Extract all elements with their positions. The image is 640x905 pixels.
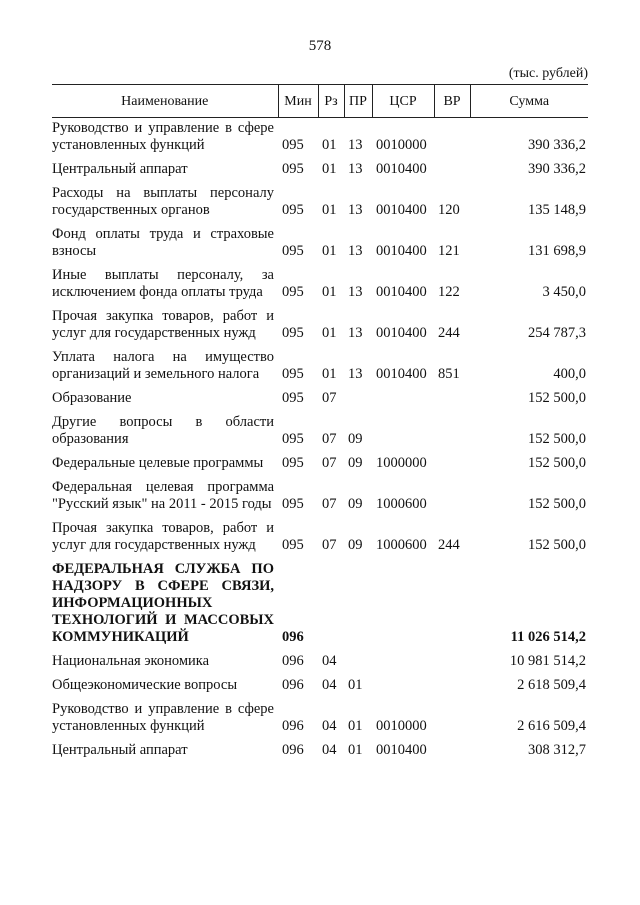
cell-vr: 120 — [438, 202, 460, 218]
cell-pr: 13 — [348, 325, 363, 341]
cell-pr: 13 — [348, 366, 363, 382]
table-row — [52, 224, 588, 265]
cell-sum: 2 616 509,4 — [517, 718, 586, 734]
table-row — [52, 651, 588, 675]
cell-rz: 04 — [322, 677, 337, 693]
cell-min: 095 — [282, 137, 304, 153]
cell-pr: 01 — [348, 742, 363, 758]
cell-min: 095 — [282, 161, 304, 177]
cell-min: 095 — [282, 243, 304, 259]
table-row — [52, 412, 588, 453]
cell-rz: 04 — [322, 653, 337, 669]
cell-csr: 0010400 — [376, 243, 427, 259]
cell-name: Прочая закупка товаров, работ и услуг для государственных нужд — [52, 520, 274, 553]
cell-name: Федеральные целевые программы — [52, 455, 264, 471]
cell-vr — [434, 412, 470, 453]
header-csr: ЦСР — [372, 85, 434, 118]
cell-rz: 07 — [322, 455, 337, 471]
header-sum: Сумма — [470, 85, 588, 118]
cell-name: Центральный аппарат — [52, 161, 188, 177]
cell-sum: 152 500,0 — [528, 390, 586, 406]
header-min: Мин — [278, 85, 318, 118]
cell-sum: 10 981 514,2 — [509, 653, 586, 669]
cell-min: 095 — [282, 431, 304, 447]
table-row — [52, 453, 588, 477]
cell-min: 095 — [282, 455, 304, 471]
cell-rz: 07 — [322, 431, 337, 447]
cell-sum: 152 500,0 — [528, 496, 586, 512]
budget-table — [52, 84, 588, 764]
cell-csr — [372, 651, 434, 675]
cell-rz — [318, 559, 344, 651]
header-vr: ВР — [434, 85, 470, 118]
table-row — [52, 740, 588, 764]
cell-sum: 254 787,3 — [528, 325, 586, 341]
cell-sum: 400,0 — [553, 366, 586, 382]
cell-vr — [434, 388, 470, 412]
cell-rz: 01 — [322, 202, 337, 218]
table-row — [52, 159, 588, 183]
cell-sum: 308 312,7 — [528, 742, 586, 758]
cell-pr: 09 — [348, 431, 363, 447]
cell-pr: 09 — [348, 496, 363, 512]
table-row — [52, 118, 588, 160]
cell-sum: 131 698,9 — [528, 243, 586, 259]
cell-rz: 04 — [322, 742, 337, 758]
cell-pr: 01 — [348, 718, 363, 734]
cell-pr — [344, 559, 372, 651]
cell-name: Прочая закупка товаров, работ и услуг для государственных нужд — [52, 308, 274, 341]
cell-name: Национальная экономика — [52, 653, 210, 669]
cell-csr: 1000600 — [376, 537, 427, 553]
cell-pr: 09 — [348, 455, 363, 471]
cell-pr: 09 — [348, 537, 363, 553]
cell-csr: 0010400 — [376, 742, 427, 758]
cell-min: 095 — [282, 284, 304, 300]
cell-name: Расходы на выплаты персоналу государственных органов — [52, 185, 274, 218]
cell-rz: 01 — [322, 243, 337, 259]
cell-min: 095 — [282, 366, 304, 382]
cell-rz: 01 — [322, 137, 337, 153]
cell-name: Фонд оплаты труда и страховые взносы — [52, 226, 274, 259]
cell-pr: 01 — [348, 677, 363, 693]
cell-csr — [372, 388, 434, 412]
cell-name: ФЕДЕРАЛЬНАЯ СЛУЖБА ПО НАДЗОРУ В СФЕРЕ СВЯЗИ, ИНФОРМАЦИОННЫХ ТЕХНОЛОГИЙ И МАССОВЫХ КОММУНИКАЦИЙ — [52, 561, 274, 645]
cell-sum: 152 500,0 — [528, 455, 586, 471]
cell-sum: 2 618 509,4 — [517, 677, 586, 693]
cell-csr: 1000600 — [376, 496, 427, 512]
cell-vr — [434, 118, 470, 160]
table-row — [52, 675, 588, 699]
cell-csr: 0010000 — [376, 718, 427, 734]
table-row — [52, 559, 588, 651]
cell-vr — [434, 651, 470, 675]
cell-pr: 13 — [348, 243, 363, 259]
cell-vr — [434, 453, 470, 477]
cell-min: 095 — [282, 390, 304, 406]
header-rz: Рз — [318, 85, 344, 118]
cell-pr: 13 — [348, 284, 363, 300]
table-row — [52, 265, 588, 306]
table-row — [52, 347, 588, 388]
cell-min: 096 — [282, 742, 304, 758]
cell-name: Руководство и управление в сфере установленных функций — [52, 701, 274, 734]
cell-name: Руководство и управление в сфере установленных функций — [52, 120, 274, 153]
cell-min: 095 — [282, 202, 304, 218]
cell-csr: 0010000 — [376, 137, 427, 153]
header-name: Наименование — [52, 85, 278, 118]
cell-csr — [372, 675, 434, 699]
cell-vr: 121 — [438, 243, 460, 259]
cell-rz: 01 — [322, 366, 337, 382]
cell-rz: 04 — [322, 718, 337, 734]
cell-csr: 0010400 — [376, 325, 427, 341]
table-row — [52, 518, 588, 559]
cell-name: Иные выплаты персоналу, за исключением фонда оплаты труда — [52, 267, 274, 300]
cell-rz: 01 — [322, 161, 337, 177]
cell-csr: 0010400 — [376, 161, 427, 177]
cell-min: 096 — [282, 677, 304, 693]
cell-name: Уплата налога на имущество организаций и земельного налога — [52, 349, 274, 382]
cell-sum: 390 336,2 — [528, 137, 586, 153]
cell-csr: 0010400 — [376, 202, 427, 218]
cell-vr — [434, 740, 470, 764]
table-row — [52, 306, 588, 347]
cell-vr — [434, 477, 470, 518]
cell-pr: 13 — [348, 161, 363, 177]
cell-min: 095 — [282, 537, 304, 553]
cell-rz: 07 — [322, 496, 337, 512]
cell-sum: 3 450,0 — [542, 284, 586, 300]
cell-name: Федеральная целевая программа "Русский язык" на 2011 - 2015 годы — [52, 479, 274, 512]
cell-sum: 152 500,0 — [528, 431, 586, 447]
cell-csr — [372, 559, 434, 651]
cell-min: 096 — [282, 718, 304, 734]
header-pr: ПР — [344, 85, 372, 118]
cell-vr — [434, 159, 470, 183]
cell-name: Общеэкономические вопросы — [52, 677, 238, 693]
table-row — [52, 183, 588, 224]
cell-min: 096 — [282, 629, 304, 645]
cell-vr: 244 — [438, 537, 460, 553]
cell-min: 096 — [282, 653, 304, 669]
cell-pr — [344, 651, 372, 675]
cell-vr: 244 — [438, 325, 460, 341]
cell-csr: 0010400 — [376, 284, 427, 300]
cell-sum: 11 026 514,2 — [510, 629, 586, 645]
cell-rz: 01 — [322, 284, 337, 300]
table-body — [52, 118, 588, 765]
table-header — [52, 85, 588, 118]
cell-vr: 122 — [438, 284, 460, 300]
table-row — [52, 699, 588, 740]
units-label: (тыс. рублей) — [508, 66, 588, 81]
cell-sum: 390 336,2 — [528, 161, 586, 177]
cell-vr: 851 — [438, 366, 460, 382]
cell-csr: 0010400 — [376, 366, 427, 382]
cell-min: 095 — [282, 325, 304, 341]
cell-csr: 1000000 — [376, 455, 427, 471]
cell-sum: 152 500,0 — [528, 537, 586, 553]
table-row — [52, 388, 588, 412]
cell-vr — [434, 559, 470, 651]
cell-min: 095 — [282, 496, 304, 512]
cell-rz: 07 — [322, 390, 337, 406]
cell-rz: 07 — [322, 537, 337, 553]
cell-sum: 135 148,9 — [528, 202, 586, 218]
cell-pr — [344, 388, 372, 412]
table-row — [52, 477, 588, 518]
cell-name: Другие вопросы в области образования — [52, 414, 274, 447]
cell-name: Центральный аппарат — [52, 742, 188, 758]
cell-csr — [372, 412, 434, 453]
cell-pr: 13 — [348, 202, 363, 218]
page-number: 578 — [308, 38, 332, 54]
cell-vr — [434, 675, 470, 699]
cell-pr: 13 — [348, 137, 363, 153]
cell-name: Образование — [52, 390, 132, 406]
cell-rz: 01 — [322, 325, 337, 341]
cell-vr — [434, 699, 470, 740]
